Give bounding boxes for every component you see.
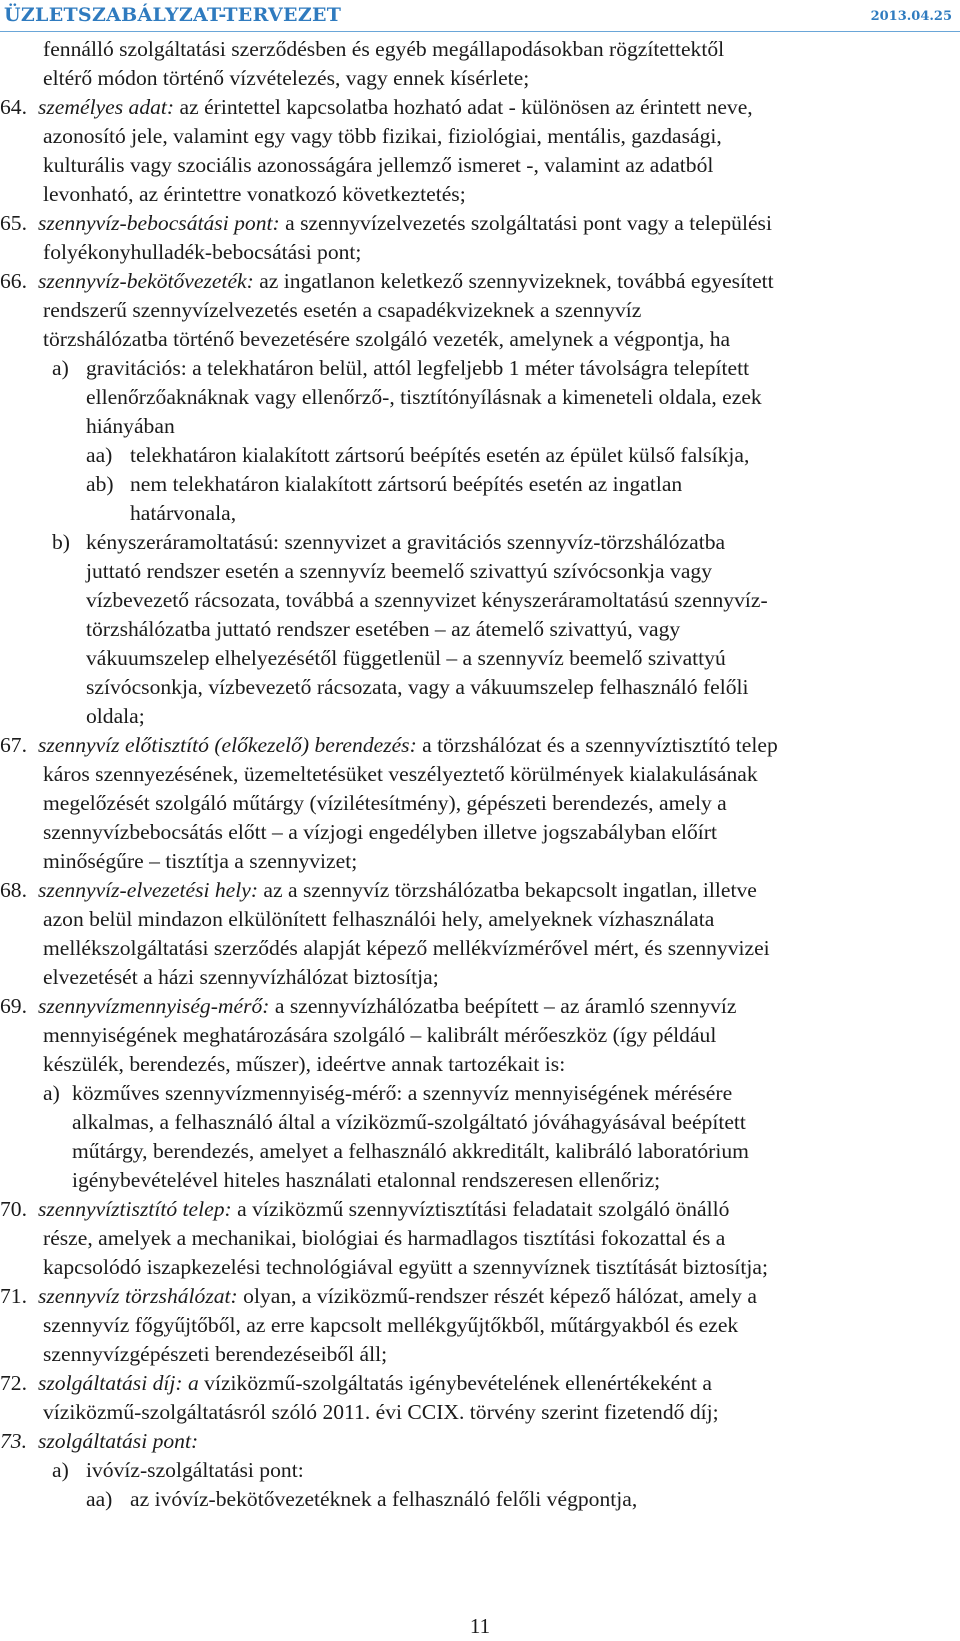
item-number: 71. xyxy=(0,1284,27,1308)
list-item-68 xyxy=(0,876,960,905)
header-divider xyxy=(0,31,960,32)
item-text: az érintettel kapcsolatba hozható adat - különösen az érintett neve, xyxy=(174,95,753,119)
item-term: szennyvíz törzshálózat: xyxy=(38,1284,238,1308)
sub-item-text: nem telekhatáron kialakított zártsorú beépítés esetén az ingatlan xyxy=(130,472,683,496)
sub-item-a xyxy=(0,354,960,383)
text-line xyxy=(0,1224,960,1253)
line-text: hiányában xyxy=(86,414,175,438)
item-term: szennyvíztisztító telep: xyxy=(38,1197,232,1221)
sub-item-text: közműves szennyvízmennyiség-mérő: a szennyvíz mennyiségének mérésére xyxy=(72,1081,733,1105)
item-number: 73. xyxy=(0,1429,27,1453)
text-line xyxy=(0,35,960,64)
sub-item-marker: aa) xyxy=(86,443,113,467)
list-item-64 xyxy=(0,93,960,122)
item-term: szennyvíz előtisztító (előkezelő) berendezés: xyxy=(38,733,417,757)
item-text: a víziközmű szennyvíztisztítási feladatait szolgáló önálló xyxy=(231,1197,730,1221)
line-text: szívócsonkja, vízbevezető rácsozata, vagy a vákuumszelep felhasználó felőli xyxy=(86,675,749,699)
text-line xyxy=(0,818,960,847)
item-term: szolgáltatási pont: xyxy=(38,1429,199,1453)
text-line xyxy=(0,296,960,325)
text-line xyxy=(0,847,960,876)
sub-item-b xyxy=(0,528,960,557)
item-number: 72. xyxy=(0,1371,27,1395)
line-text: oldala; xyxy=(86,704,145,728)
text-line xyxy=(0,383,960,412)
text-line xyxy=(0,1253,960,1282)
text-line xyxy=(0,1108,960,1137)
text-line xyxy=(0,180,960,209)
line-text: mennyiségének meghatározására szolgáló – kalibrált mérőeszköz (így például xyxy=(43,1023,717,1047)
item-text: a szennyvízelvezetés szolgáltatási pont vagy a települési xyxy=(279,211,772,235)
list-item-73 xyxy=(0,1427,960,1456)
line-text: vákuumszelep elhelyezésétől függetlenül – a szennyvíz beemelő szivattyú xyxy=(86,646,726,670)
item-number: 69. xyxy=(0,994,27,1018)
sub-item-a xyxy=(0,1079,960,1108)
text-line xyxy=(0,412,960,441)
line-text: azon belül mindazon elkülönített felhasználói hely, amelyeknek vízhasználata xyxy=(43,907,715,931)
list-item-69 xyxy=(0,992,960,1021)
text-line xyxy=(0,1166,960,1195)
item-number: 67. xyxy=(0,733,27,757)
sub-item-marker: aa) xyxy=(86,1487,113,1511)
line-text: vízbevezető rácsozata, továbbá a szennyvizet kényszeráramoltatású szennyvíz- xyxy=(86,588,768,612)
text-line xyxy=(0,1340,960,1369)
item-term: személyes adat: xyxy=(38,95,175,119)
line-text: káros szennyezésének, üzemeltetésüket veszélyeztető körülmények kialakulásának xyxy=(43,762,758,786)
text-line xyxy=(0,615,960,644)
line-text: megelőzését szolgáló műtárgy (vízilétesítmény), gépészeti berendezés, amely a xyxy=(43,791,727,815)
list-item-66 xyxy=(0,267,960,296)
text-line xyxy=(0,934,960,963)
sub-item-marker: ab) xyxy=(86,472,114,496)
text-line xyxy=(0,238,960,267)
item-term: szennyvíz-elvezetési hely: xyxy=(38,878,259,902)
item-text: az a szennyvíz törzshálózatba bekapcsolt ingatlan, illetve xyxy=(258,878,757,902)
sub-item-marker: a) xyxy=(52,356,69,380)
page-number: 11 xyxy=(469,1614,491,1638)
line-text: azonosító jele, valamint egy vagy több fizikai, fiziológiai, mentális, gazdasági, xyxy=(43,124,722,148)
text-line xyxy=(0,1311,960,1340)
item-term: szennyvíz-bebocsátási pont: xyxy=(38,211,280,235)
text-line xyxy=(0,1398,960,1427)
line-text: törzshálózatba juttató rendszer esetében – az átemelő szivattyú, vagy xyxy=(86,617,681,641)
text-line xyxy=(0,905,960,934)
item-text: olyan, a víziközmű-rendszer részét képező hálózat, amely a xyxy=(237,1284,757,1308)
line-text: folyékonyhulladék-bebocsátási pont; xyxy=(43,240,362,264)
line-text: határvonala, xyxy=(130,501,237,525)
item-text: a törzshálózat és a szennyvíztisztító telep xyxy=(416,733,778,757)
sub-item-marker: b) xyxy=(52,530,70,554)
header-title: ÜZLETSZABÁLYZAT-TERVEZET xyxy=(4,4,342,26)
item-number: 68. xyxy=(0,878,27,902)
list-item-71 xyxy=(0,1282,960,1311)
text-line xyxy=(0,760,960,789)
sub-sub-item-aa xyxy=(0,1485,960,1514)
line-text: alkalmas, a felhasználó által a víziközmű-szolgáltató jóváhagyásával beépített xyxy=(72,1110,746,1134)
line-text: elvezetését a házi szennyvízhálózat biztosítja; xyxy=(43,965,439,989)
list-item-70 xyxy=(0,1195,960,1224)
list-item-65 xyxy=(0,209,960,238)
line-text: ellenőrzőaknáknak vagy ellenőrző-, tisztítónyílásnak a kimeneteli oldala, ezek xyxy=(86,385,762,409)
line-text: szennyvíz főgyűjtőből, az erre kapcsolt mellékgyűjtőkből, műtárgyakból és ezek xyxy=(43,1313,739,1337)
line-text: mellékszolgáltatási szerződés alapját képező mellékvízmérővel mért, és szennyvizei xyxy=(43,936,770,960)
text-line xyxy=(0,1050,960,1079)
sub-sub-item-aa xyxy=(0,441,960,470)
line-text: igénybevételével hiteles használati etalonnal rendszeresen ellenőriz; xyxy=(72,1168,661,1192)
sub-item-a xyxy=(0,1456,960,1485)
sub-item-text: gravitációs: a telekhatáron belül, attól legfeljebb 1 méter távolságra telepített xyxy=(86,356,750,380)
line-text: levonható, az érintettre vonatkozó következtetés; xyxy=(43,182,466,206)
text-line xyxy=(0,673,960,702)
line-text: eltérő módon történő vízvételezés, vagy ennek kísérlete; xyxy=(43,66,530,90)
text-line xyxy=(0,557,960,586)
text-line xyxy=(0,325,960,354)
text-line xyxy=(0,499,960,528)
line-text: kapcsolódó iszapkezelési technológiával együtt a szennyvíznek tisztítását biztosítja; xyxy=(43,1255,768,1279)
list-item-72 xyxy=(0,1369,960,1398)
item-text: az ingatlanon keletkező szennyvizeknek, továbbá egyesített xyxy=(253,269,774,293)
text-line xyxy=(0,963,960,992)
sub-item-text: telekhatáron kialakított zártsorú beépítés esetén az épület külső falsíkja, xyxy=(130,443,750,467)
list-item-67 xyxy=(0,731,960,760)
document-header xyxy=(0,0,960,38)
text-line xyxy=(0,702,960,731)
header-date: 2013.04.25 xyxy=(870,9,952,24)
sub-item-text: az ivóvíz-bekötővezetéknek a felhasználó felőli végpontja, xyxy=(130,1487,638,1511)
text-line xyxy=(0,1021,960,1050)
line-text: törzshálózatba történő bevezetésére szolgáló vezeték, amelynek a végpontja, ha xyxy=(43,327,731,351)
sub-item-text: kényszeráramoltatású: szennyvizet a gravitációs szennyvíz-törzshálózatba xyxy=(86,530,726,554)
sub-item-marker: a) xyxy=(43,1081,60,1105)
text-line xyxy=(0,122,960,151)
item-number: 65. xyxy=(0,211,27,235)
sub-item-text: ivóvíz-szolgáltatási pont: xyxy=(86,1458,304,1482)
item-number: 70. xyxy=(0,1197,27,1221)
item-text: a szennyvízhálózatba beépített – az áramló szennyvíz xyxy=(269,994,737,1018)
sub-item-marker: a) xyxy=(52,1458,69,1482)
line-text: minőségűre – tisztítja a szennyvizet; xyxy=(43,849,358,873)
line-text: része, amelyek a mechanikai, biológiai és harmadlagos tisztítási fokozattal és a xyxy=(43,1226,726,1250)
line-text: kulturális vagy szociális azonosságára jellemző ismeret -, valamint az adatból xyxy=(43,153,714,177)
sub-sub-item-ab xyxy=(0,470,960,499)
text-line xyxy=(0,644,960,673)
line-text: szennyvízgépészeti berendezéseiből áll; xyxy=(43,1342,388,1366)
text-line xyxy=(0,789,960,818)
line-text: víziközmű-szolgáltatásról szóló 2011. évi CCIX. törvény szerint fizetendő díj; xyxy=(43,1400,719,1424)
line-text: fennálló szolgáltatási szerződésben és egyéb megállapodásokban rögzítettektől xyxy=(43,37,725,61)
item-number: 66. xyxy=(0,269,27,293)
text-line xyxy=(0,1137,960,1166)
line-text: juttató rendszer esetén a szennyvíz beemelő szivattyú szívócsonkja vagy xyxy=(86,559,712,583)
line-text: készülék, berendezés, műszer), ideértve annak tartozékait is: xyxy=(43,1052,566,1076)
item-term: szennyvíz-bekötővezeték: xyxy=(38,269,254,293)
line-text: szennyvízbebocsátás előtt – a vízjogi engedélyben illetve jogszabályban előírt xyxy=(43,820,717,844)
text-line xyxy=(0,586,960,615)
item-number: 64. xyxy=(0,95,27,119)
item-term: szennyvízmennyiség-mérő: xyxy=(38,994,270,1018)
item-term: szolgáltatási díj: a xyxy=(38,1371,199,1395)
text-line xyxy=(0,151,960,180)
text-line xyxy=(0,64,960,93)
line-text: műtárgy, berendezés, amelyet a felhasználó akkreditált, kalibráló laboratórium xyxy=(72,1139,749,1163)
item-text: víziközmű-szolgáltatás igénybevételének ellenértékeként a xyxy=(198,1371,713,1395)
line-text: rendszerű szennyvízelvezetés esetén a csapadékvizeknek a szennyvíz xyxy=(43,298,642,322)
